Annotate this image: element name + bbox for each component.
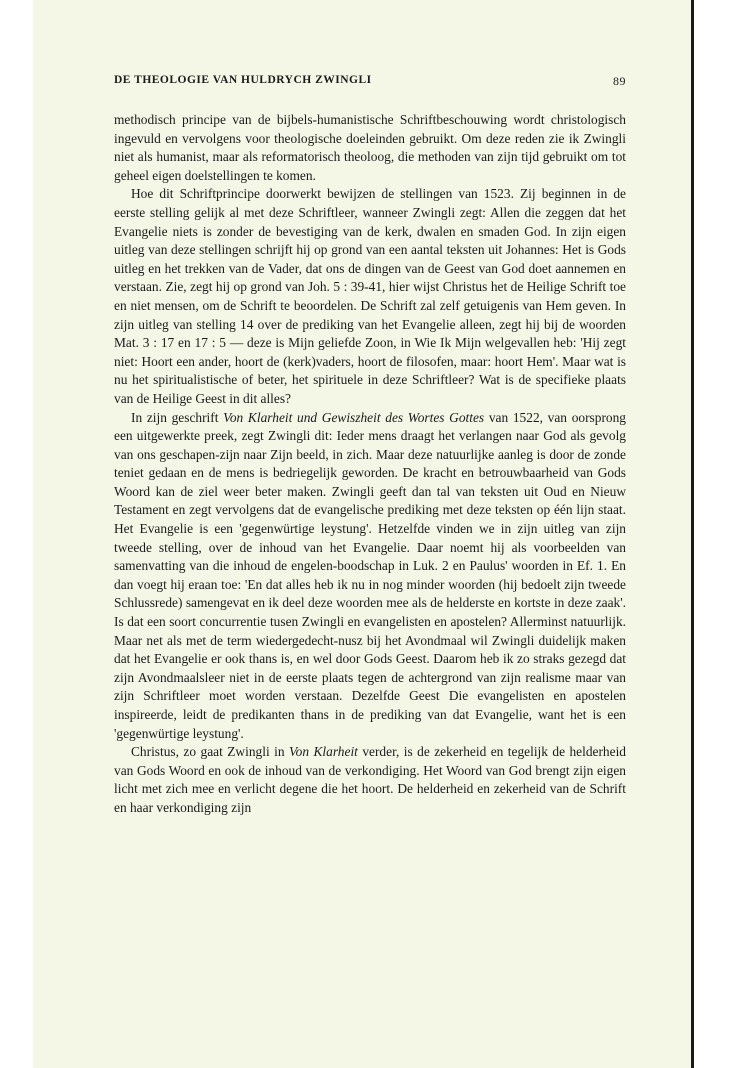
page-edge-line <box>691 0 694 1068</box>
paragraph-1-text: methodisch principe van de bijbels-humanistische Schriftbeschouwing wordt christologisch ingevuld en vervolgens voor theologische doeleinden gebruikt. Om deze reden zie ik Zwingli niet als humanist, maar als reformatorisch theoloog, die methoden van zijn tijd gebruikt om tot geheel eigen doelstellingen te komen. <box>114 112 626 183</box>
paragraph-4-text-b: verder, is de zekerheid en tegelijk de helderheid van Gods Woord en ook de inhoud van de verkondiging. Het Woord van God brengt zijn eigen licht met zich mee en verlicht degene die het hoort. De helderheid en zekerheid van de Schrift en haar verkondiging zijn <box>114 744 626 815</box>
paragraph-3-text-a: In zijn geschrift <box>131 409 224 425</box>
book-title-von-klarheit-full: Von Klarheit und Gewiszheit des Wortes Gottes <box>223 409 485 425</box>
book-title-von-klarheit-short: Von Klarheit <box>288 744 358 760</box>
paragraph-4-text-a: Christus, zo gaat Zwingli in <box>131 744 289 760</box>
paragraph-3 <box>114 409 626 744</box>
paragraph-1 <box>114 111 626 185</box>
body-text <box>114 111 626 818</box>
paragraph-2 <box>114 185 626 408</box>
running-head-title: DE THEOLOGIE VAN HULDRYCH ZWINGLI <box>114 74 372 86</box>
paragraph-2-text: Hoe dit Schriftprincipe doorwerkt bewijzen de stellingen van 1523. Zij beginnen in de eerste stelling gelijk al met deze Schriftleer, wanneer Zwingli zegt: Allen die zeggen dat het Evangelie niets is zonder de bevestiging van de kerk, dwalen en smaden God. In zijn eigen uitleg van deze stellingen schrijft hij op grond van een aantal teksten uit Johannes: Het is Gods uitleg en het trekken van de Vader, dat ons de dingen van de Geest van God doet aannemen en verstaan. Zie, zegt hij op grond van Joh. 5 : 39-41, hier wijst Christus het de Heilige Schrift toe en niet mensen, om de Schrift te beoordelen. De Schrift zal zelf getuigenis van Hem geven. In zijn uitleg van stelling 14 over de prediking van het Evangelie alleen, zegt hij bij de woorden Mat. 3 : 17 en 17 : 5 — deze is Mijn geliefde Zoon, in Wie Ik Mijn welgevallen heb: 'Hij zegt niet: Hoort een ander, hoort de (kerk)vaders, hoort de filosofen, maar: hoort Hem'. Maar wat is nu het spiritualistische of beter, het spirituele in deze Schriftleer? Wat is de specifieke plaats van de Heilige Geest in dit alles? <box>114 186 626 406</box>
page-number: 89 <box>613 74 626 88</box>
paragraph-3-text-b: van 1522, van oorsprong een uitgewerkte preek, zegt Zwingli dit: Ieder mens draagt het verlangen naar God als gevolg van ons geschapen-zijn naar Zijn beeld, in zich. Maar deze natuurlijke aanleg is door de zonde teniet gedaan en de mens is bedriegelijk geworden. De kracht en betrouwbaarheid van Gods Woord kan de ziel weer beter maken. Zwingli geeft dan tal van teksten uit Oud en Nieuw Testament en zegt vervolgens dat de evangelische prediking met deze teksten op één lijn staat. Het Evangelie is een 'gegenwürtige leystung'. Hetzelfde vinden we in zijn uitleg van zijn tweede stelling, over de inhoud van het Evangelie. Daar noemt hij als voorbeelden van samenvatting van die inhoud de engelen-boodschap in Luk. 2 en Paulus' woorden in Ef. 1. En dan voegt hij eraan toe: 'En dat alles heb ik nu in nog minder woorden (hij bedoelt zijn tweede Schlussrede) samengevat en ik deel deze woorden mee als de helderste en kortste in deze zaak'. Is dat een soort concurrentie tusen Zwingli en evangelisten en apostelen? Allerminst natuurlijk. Maar net als met de term wiedergedecht-nusz bij het Avondmaal wil Zwingli duidelijk maken dat het Evangelie er ook thans is, en wel door Gods Geest. Daarom heb ik zo straks gezegd dat zijn Avondmaalsleer niet in de eerste plaats tegen de achtergrond van zijn realisme maar van zijn Schriftleer moet worden verstaan. Dezelfde Geest Die evangelisten en apostelen inspireerde, leidt de predikanten thans in de prediking van dat Evangelie, want het is een 'gegenwürtige leystung'. <box>114 409 626 741</box>
paragraph-4 <box>114 743 626 817</box>
